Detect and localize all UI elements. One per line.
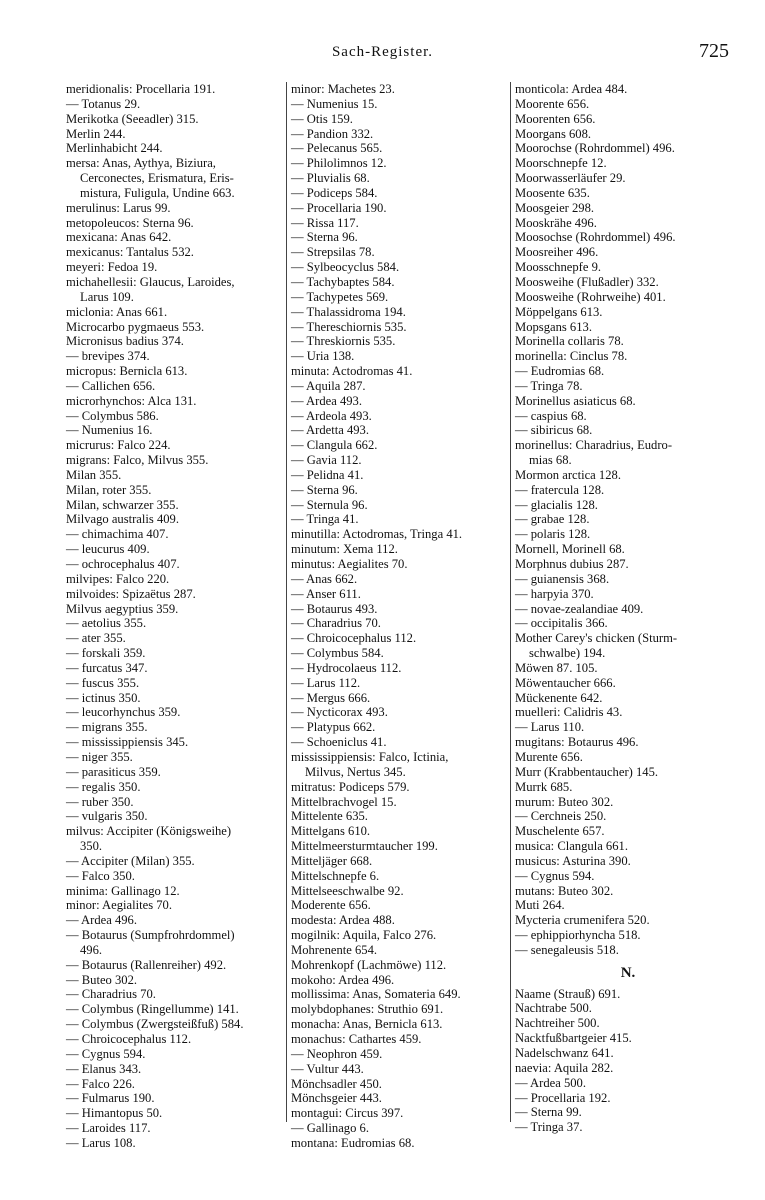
index-entry: Milan, schwarzer 355. <box>66 497 179 512</box>
index-entry: — Podiceps 584. <box>291 185 378 200</box>
index-entry: minuta: Actodromas 41. <box>291 364 413 379</box>
index-entry: minutilla: Actodromas, Tringa 41. <box>291 527 463 542</box>
index-entry: Micronisus badius 374. <box>66 334 184 349</box>
page-number: 725 <box>699 40 729 62</box>
index-entry: naevia: Aquila 282. <box>515 1060 614 1075</box>
index-entry: — Ardea 500. <box>515 1075 586 1090</box>
index-entry: Muschelente 657. <box>515 824 605 839</box>
index-entry: — Ardeola 493. <box>291 408 372 423</box>
index-entry: Merlinhabicht 244. <box>66 141 163 156</box>
index-entry: — Cygnus 594. <box>515 868 595 883</box>
index-entry: — ater 355. <box>66 631 126 646</box>
index-entry: muelleri: Calidris 43. <box>515 705 623 720</box>
index-entry: — Rissa 117. <box>291 215 359 230</box>
index-entry: Murente 656. <box>515 749 583 764</box>
index-entry: mugitans: Botaurus 496. <box>515 735 639 750</box>
index-entry: milvipes: Falco 220. <box>66 571 170 586</box>
index-entry: mokoho: Ardea 496. <box>291 972 395 987</box>
index-entry: — guianensis 368. <box>515 571 610 586</box>
index-entry: montagui: Circus 397. <box>291 1106 404 1121</box>
index-entry: 350. <box>80 839 103 854</box>
index-entry: Mittelbrachvogel 15. <box>291 794 397 809</box>
index-entry: — Ardetta 493. <box>291 423 369 438</box>
index-entry: Mother Carey's chicken (Sturm- <box>515 631 678 646</box>
index-entry: — sibiricus 68. <box>515 423 593 438</box>
index-entry: Mopsgans 613. <box>515 319 592 334</box>
index-entry: — Colymbus (Zwergsteißfuß) 584. <box>66 1017 244 1032</box>
running-title: Sach-Register. <box>331 44 434 60</box>
index-entry: mistura, Fuligula, Undine 663. <box>80 185 235 200</box>
index-entry: — Uria 138. <box>291 349 355 364</box>
index-entry: Möwen 87. 105. <box>515 660 598 675</box>
index-entry: Larus 109. <box>80 289 134 304</box>
index-entry: Mycteria crumenifera 520. <box>515 913 650 928</box>
page-header <box>0 40 765 68</box>
index-entry: — Gavia 112. <box>291 453 362 468</box>
index-entry: Möppelgans 613. <box>515 304 603 319</box>
index-entry: mexicanus: Tantalus 532. <box>66 245 194 260</box>
index-entry: Moorgans 608. <box>515 126 592 141</box>
index-entry: — senegaleusis 518. <box>515 942 619 957</box>
index-entry: monticola: Ardea 484. <box>515 82 628 96</box>
index-entry: — Numenius 15. <box>291 96 378 111</box>
index-entry: — Larus 112. <box>291 675 361 690</box>
index-entry: metopoleucos: Sterna 96. <box>66 215 194 230</box>
index-entry: — ruber 350. <box>66 794 134 809</box>
index-entry: — Philolimnos 12. <box>291 156 387 171</box>
index-entry: meridionalis: Procellaria 191. <box>66 82 216 96</box>
index-entry: — Strepsilas 78. <box>291 245 375 260</box>
index-entry: — parasiticus 359. <box>66 764 161 779</box>
index-entry: — fuscus 355. <box>66 675 140 690</box>
index-entry: mogilnik: Aquila, Falco 276. <box>291 928 437 943</box>
index-entry: — Neophron 459. <box>291 1046 383 1061</box>
index-entry: — polaris 128. <box>515 527 591 542</box>
index-entry: mexicana: Anas 642. <box>66 230 172 245</box>
index-entry: Moorschnepfe 12. <box>515 156 607 171</box>
index-entry: Morinella collaris 78. <box>515 334 624 349</box>
index-entry: — Cygnus 594. <box>66 1046 146 1061</box>
index-entry: minima: Gallinago 12. <box>66 883 180 898</box>
index-entry: — niger 355. <box>66 749 133 764</box>
index-entry: Mittelmeersturmtaucher 199. <box>291 839 438 854</box>
section-heading: N. <box>620 964 636 981</box>
index-column-3 <box>510 82 741 1135</box>
index-entry: — Tachybaptes 584. <box>291 274 395 289</box>
index-entry: Mohrenkopf (Lachmöwe) 112. <box>291 957 447 972</box>
index-entry: — Sterna 96. <box>291 482 358 497</box>
index-entry: — Anas 662. <box>291 571 358 586</box>
index-entry: Milvus, Nertus 345. <box>305 764 406 779</box>
index-entry: minor: Aegialites 70. <box>66 898 172 913</box>
index-entry: — Tachypetes 569. <box>291 289 389 304</box>
index-entry: — grabae 128. <box>515 512 590 527</box>
index-entry: — Totanus 29. <box>66 96 141 111</box>
index-entry: Nadelschwanz 641. <box>515 1046 614 1060</box>
index-entry: morinellus: Charadrius, Eudro- <box>515 438 673 453</box>
index-entry: — Pluvialis 68. <box>291 171 370 186</box>
index-entry: — Pelidna 41. <box>291 467 364 482</box>
index-entry: — furcatus 347. <box>66 660 148 675</box>
index-entry: merulinus: Larus 99. <box>66 200 171 215</box>
index-entry: meyeri: Fedoa 19. <box>66 260 158 275</box>
index-entry: modesta: Ardea 488. <box>291 913 395 928</box>
index-entry: Moorochse (Rohrdommel) 496. <box>515 141 675 156</box>
index-entry: morinella: Cinclus 78. <box>515 349 628 364</box>
index-entry: — Clangula 662. <box>291 438 378 453</box>
index-entry: — aetolius 355. <box>66 616 147 631</box>
index-entry: — Buteo 302. <box>66 972 138 987</box>
index-entry: Morphnus dubius 287. <box>515 557 629 571</box>
index-entry: — mississippiensis 345. <box>66 735 189 750</box>
index-entry: — Chroicocephalus 112. <box>291 631 417 646</box>
index-entry: Muti 264. <box>515 898 565 913</box>
index-entry: — Aquila 287. <box>291 378 366 393</box>
index-entry: Nacktfußbartgeier 415. <box>515 1031 632 1046</box>
index-entry: michahellesii: Glaucus, Laroides, <box>66 274 235 289</box>
index-entry: Nachtreiher 500. <box>515 1016 600 1031</box>
index-entry: — fratercula 128. <box>515 482 605 497</box>
index-entry: Milan 355. <box>66 467 122 482</box>
index-entry: — Eudromias 68. <box>515 364 605 379</box>
index-entry: Mittelseeschwalbe 92. <box>291 883 404 898</box>
index-entry: — Colymbus 586. <box>66 408 159 423</box>
index-entry: — ictinus 350. <box>66 690 141 705</box>
index-entry: mutans: Buteo 302. <box>515 883 614 898</box>
index-entry: monacha: Anas, Bernicla 613. <box>291 1017 443 1032</box>
index-entry: — novae-zealandiae 409. <box>515 601 644 616</box>
index-entry: — glacialis 128. <box>515 497 598 512</box>
index-entry: — Sterna 99. <box>515 1105 582 1120</box>
index-entry: — Colymbus 584. <box>291 646 384 661</box>
index-entry: Merikotka (Seeadler) 315. <box>66 111 199 126</box>
index-entry: Mittelgans 610. <box>291 824 371 839</box>
index-entry: — Himantopus 50. <box>66 1106 163 1121</box>
index-entry: — leucurus 409. <box>66 542 150 557</box>
index-entry: — Sterna 96. <box>291 230 358 245</box>
index-entry: murum: Buteo 302. <box>515 794 614 809</box>
index-entry: microrhynchos: Alca 131. <box>66 393 197 408</box>
index-entry: Moosweihe (Rohrweihe) 401. <box>515 289 666 304</box>
index-entry: — Gallinago 6. <box>291 1121 369 1136</box>
index-entry: — Thalassidroma 194. <box>291 304 406 319</box>
index-entry: Cerconectes, Erismatura, Eris- <box>80 171 234 186</box>
index-entry: Mückenente 642. <box>515 690 603 705</box>
index-entry: — Sternula 96. <box>291 497 368 512</box>
index-entry: — Falco 350. <box>66 868 135 883</box>
index-entry: minor: Machetes 23. <box>291 82 395 96</box>
index-entry: mississippiensis: Falco, Ictinia, <box>291 749 449 764</box>
index-entry: — Falco 226. <box>66 1076 135 1091</box>
index-entry: — vulgaris 350. <box>66 809 148 824</box>
index-entry: — brevipes 374. <box>66 349 150 364</box>
index-entry: Mittelente 635. <box>291 809 368 824</box>
index-entry: Milan, roter 355. <box>66 482 152 497</box>
index-entry: Milvus aegyptius 359. <box>66 601 179 616</box>
index-entry: — Otis 159. <box>291 111 353 126</box>
index-entry: — Botaurus (Sumpfrohrdommel) <box>66 928 235 943</box>
index-entry: Naame (Strauß) 691. <box>515 986 621 1001</box>
index-entry: Mohrenente 654. <box>291 942 378 957</box>
index-entry: — Tringa 41. <box>291 512 359 527</box>
index-entry: — Hydrocolaeus 112. <box>291 660 402 675</box>
index-entry: — Thereschiornis 535. <box>291 319 407 334</box>
index-entry: schwalbe) 194. <box>529 646 606 661</box>
index-entry: Moorwasserläufer 29. <box>515 171 626 186</box>
index-entry: — Ardea 493. <box>291 393 362 408</box>
index-entry: — chimachima 407. <box>66 527 169 542</box>
index-entry: Moderente 656. <box>291 898 371 913</box>
index-entry: minutum: Xema 112. <box>291 542 398 557</box>
index-entry: — Schoeniclus 41. <box>291 735 387 750</box>
index-entry: — Charadrius 70. <box>66 987 156 1002</box>
index-entry: micropus: Bernicla 613. <box>66 364 188 379</box>
index-entry: — regalis 350. <box>66 779 141 794</box>
index-entry: — Callichen 656. <box>66 378 156 393</box>
index-entry: Mitteljäger 668. <box>291 853 373 868</box>
index-entry: Mornell, Morinell 68. <box>515 542 625 557</box>
index-entry: migrans: Falco, Milvus 355. <box>66 453 209 468</box>
index-entry: Moosreiher 496. <box>515 245 599 260</box>
index-entry: — Ardea 496. <box>66 913 137 928</box>
index-entry: — Pelecanus 565. <box>291 141 383 156</box>
index-entry: — Larus 108. <box>66 1135 136 1150</box>
index-column-1 <box>66 82 276 1151</box>
index-entry: musicus: Asturina 390. <box>515 853 631 868</box>
index-entry: Moorenten 656. <box>515 111 596 126</box>
index-entry: — migrans 355. <box>66 720 148 735</box>
index-entry: Murrk 685. <box>515 779 573 794</box>
index-entry: — Procellaria 192. <box>515 1090 611 1105</box>
index-entry: Microcarbo pygmaeus 553. <box>66 319 205 334</box>
index-entry: — Platypus 662. <box>291 720 376 735</box>
index-entry: Moosochse (Rohrdommel) 496. <box>515 230 676 245</box>
index-entry: — Charadrius 70. <box>291 616 381 631</box>
index-entry: Mönchsadler 450. <box>291 1076 382 1091</box>
index-entry: Moosweihe (Flußadler) 332. <box>515 274 659 289</box>
index-entry: — Botaurus (Rallenreiher) 492. <box>66 957 227 972</box>
index-entry: Moosente 635. <box>515 185 590 200</box>
index-entry: — ephippiorhyncha 518. <box>515 928 641 943</box>
index-entry: Mooskrähe 496. <box>515 215 597 230</box>
index-entry: Merlin 244. <box>66 126 126 141</box>
index-entry: mias 68. <box>529 453 572 468</box>
index-entry: mersa: Anas, Aythya, Biziura, <box>66 156 216 171</box>
index-entry: Mönchsgeier 443. <box>291 1091 382 1106</box>
index-entry: milvus: Accipiter (Königsweihe) <box>66 824 232 839</box>
index-entry: Nachtrabe 500. <box>515 1001 592 1016</box>
index-entry: musica: Clangula 661. <box>515 839 628 854</box>
index-entry: — Tringa 78. <box>515 378 583 393</box>
index-entry: — Threskiornis 535. <box>291 334 396 349</box>
index-entry: micrurus: Falco 224. <box>66 438 171 453</box>
index-entry: — Nycticorax 493. <box>291 705 388 720</box>
index-entry: minutus: Aegialites 70. <box>291 557 408 571</box>
index-entry: — harpyia 370. <box>515 586 594 601</box>
index-entry: — Procellaria 190. <box>291 200 387 215</box>
index-entry: — caspius 68. <box>515 408 587 423</box>
index-entry: — Vultur 443. <box>291 1061 364 1076</box>
index-entry: Mittelschnepfe 6. <box>291 868 380 883</box>
index-entry: — Cerchneis 250. <box>515 809 607 824</box>
index-entry: monachus: Cathartes 459. <box>291 1032 422 1046</box>
index-entry: — Botaurus 493. <box>291 601 378 616</box>
index-entry: — forskali 359. <box>66 646 146 661</box>
index-entry: — Accipiter (Milan) 355. <box>66 853 195 868</box>
index-column-2 <box>286 82 507 1150</box>
index-entry: — Chroicocephalus 112. <box>66 1032 192 1046</box>
index-entry: — leucorhynchus 359. <box>66 705 181 720</box>
index-entry: milvoides: Spizaëtus 287. <box>66 586 196 601</box>
index-entry: Moosgeier 298. <box>515 200 595 215</box>
index-entry: Mormon arctica 128. <box>515 467 621 482</box>
index-entry: mitratus: Podiceps 579. <box>291 779 410 794</box>
index-entry: Moosschnepfe 9. <box>515 260 602 275</box>
index-entry: — Sylbeocyclus 584. <box>291 260 400 275</box>
index-entry: — Numenius 16. <box>66 423 153 438</box>
index-entry: — ochrocephalus 407. <box>66 557 180 571</box>
index-entry: — Colymbus (Ringellumme) 141. <box>66 1002 239 1017</box>
index-entry: Möwentaucher 666. <box>515 675 616 690</box>
index-entry: — occipitalis 366. <box>515 616 608 631</box>
index-entry: Milvago australis 409. <box>66 512 179 527</box>
index-entry: mollissima: Anas, Somateria 649. <box>291 987 461 1002</box>
index-entry: — Elanus 343. <box>66 1061 142 1076</box>
index-entry: — Laroides 117. <box>66 1121 151 1136</box>
index-entry: — Mergus 666. <box>291 690 371 705</box>
index-entry: Moorente 656. <box>515 96 590 111</box>
index-entry: — Pandion 332. <box>291 126 374 141</box>
index-entry: Morinellus asiaticus 68. <box>515 393 636 408</box>
index-entry: — Fulmarus 190. <box>66 1091 155 1106</box>
index-entry: — Anser 611. <box>291 586 361 601</box>
index-entry: — Larus 110. <box>515 720 585 735</box>
index-entry: Murr (Krabbentaucher) 145. <box>515 764 659 779</box>
index-entry: molybdophanes: Struthio 691. <box>291 1002 444 1017</box>
index-entry: 496. <box>80 942 103 957</box>
index-entry: — Tringa 37. <box>515 1120 583 1135</box>
index-entry: miclonia: Anas 661. <box>66 304 168 319</box>
index-entry: montana: Eudromias 68. <box>291 1135 415 1150</box>
